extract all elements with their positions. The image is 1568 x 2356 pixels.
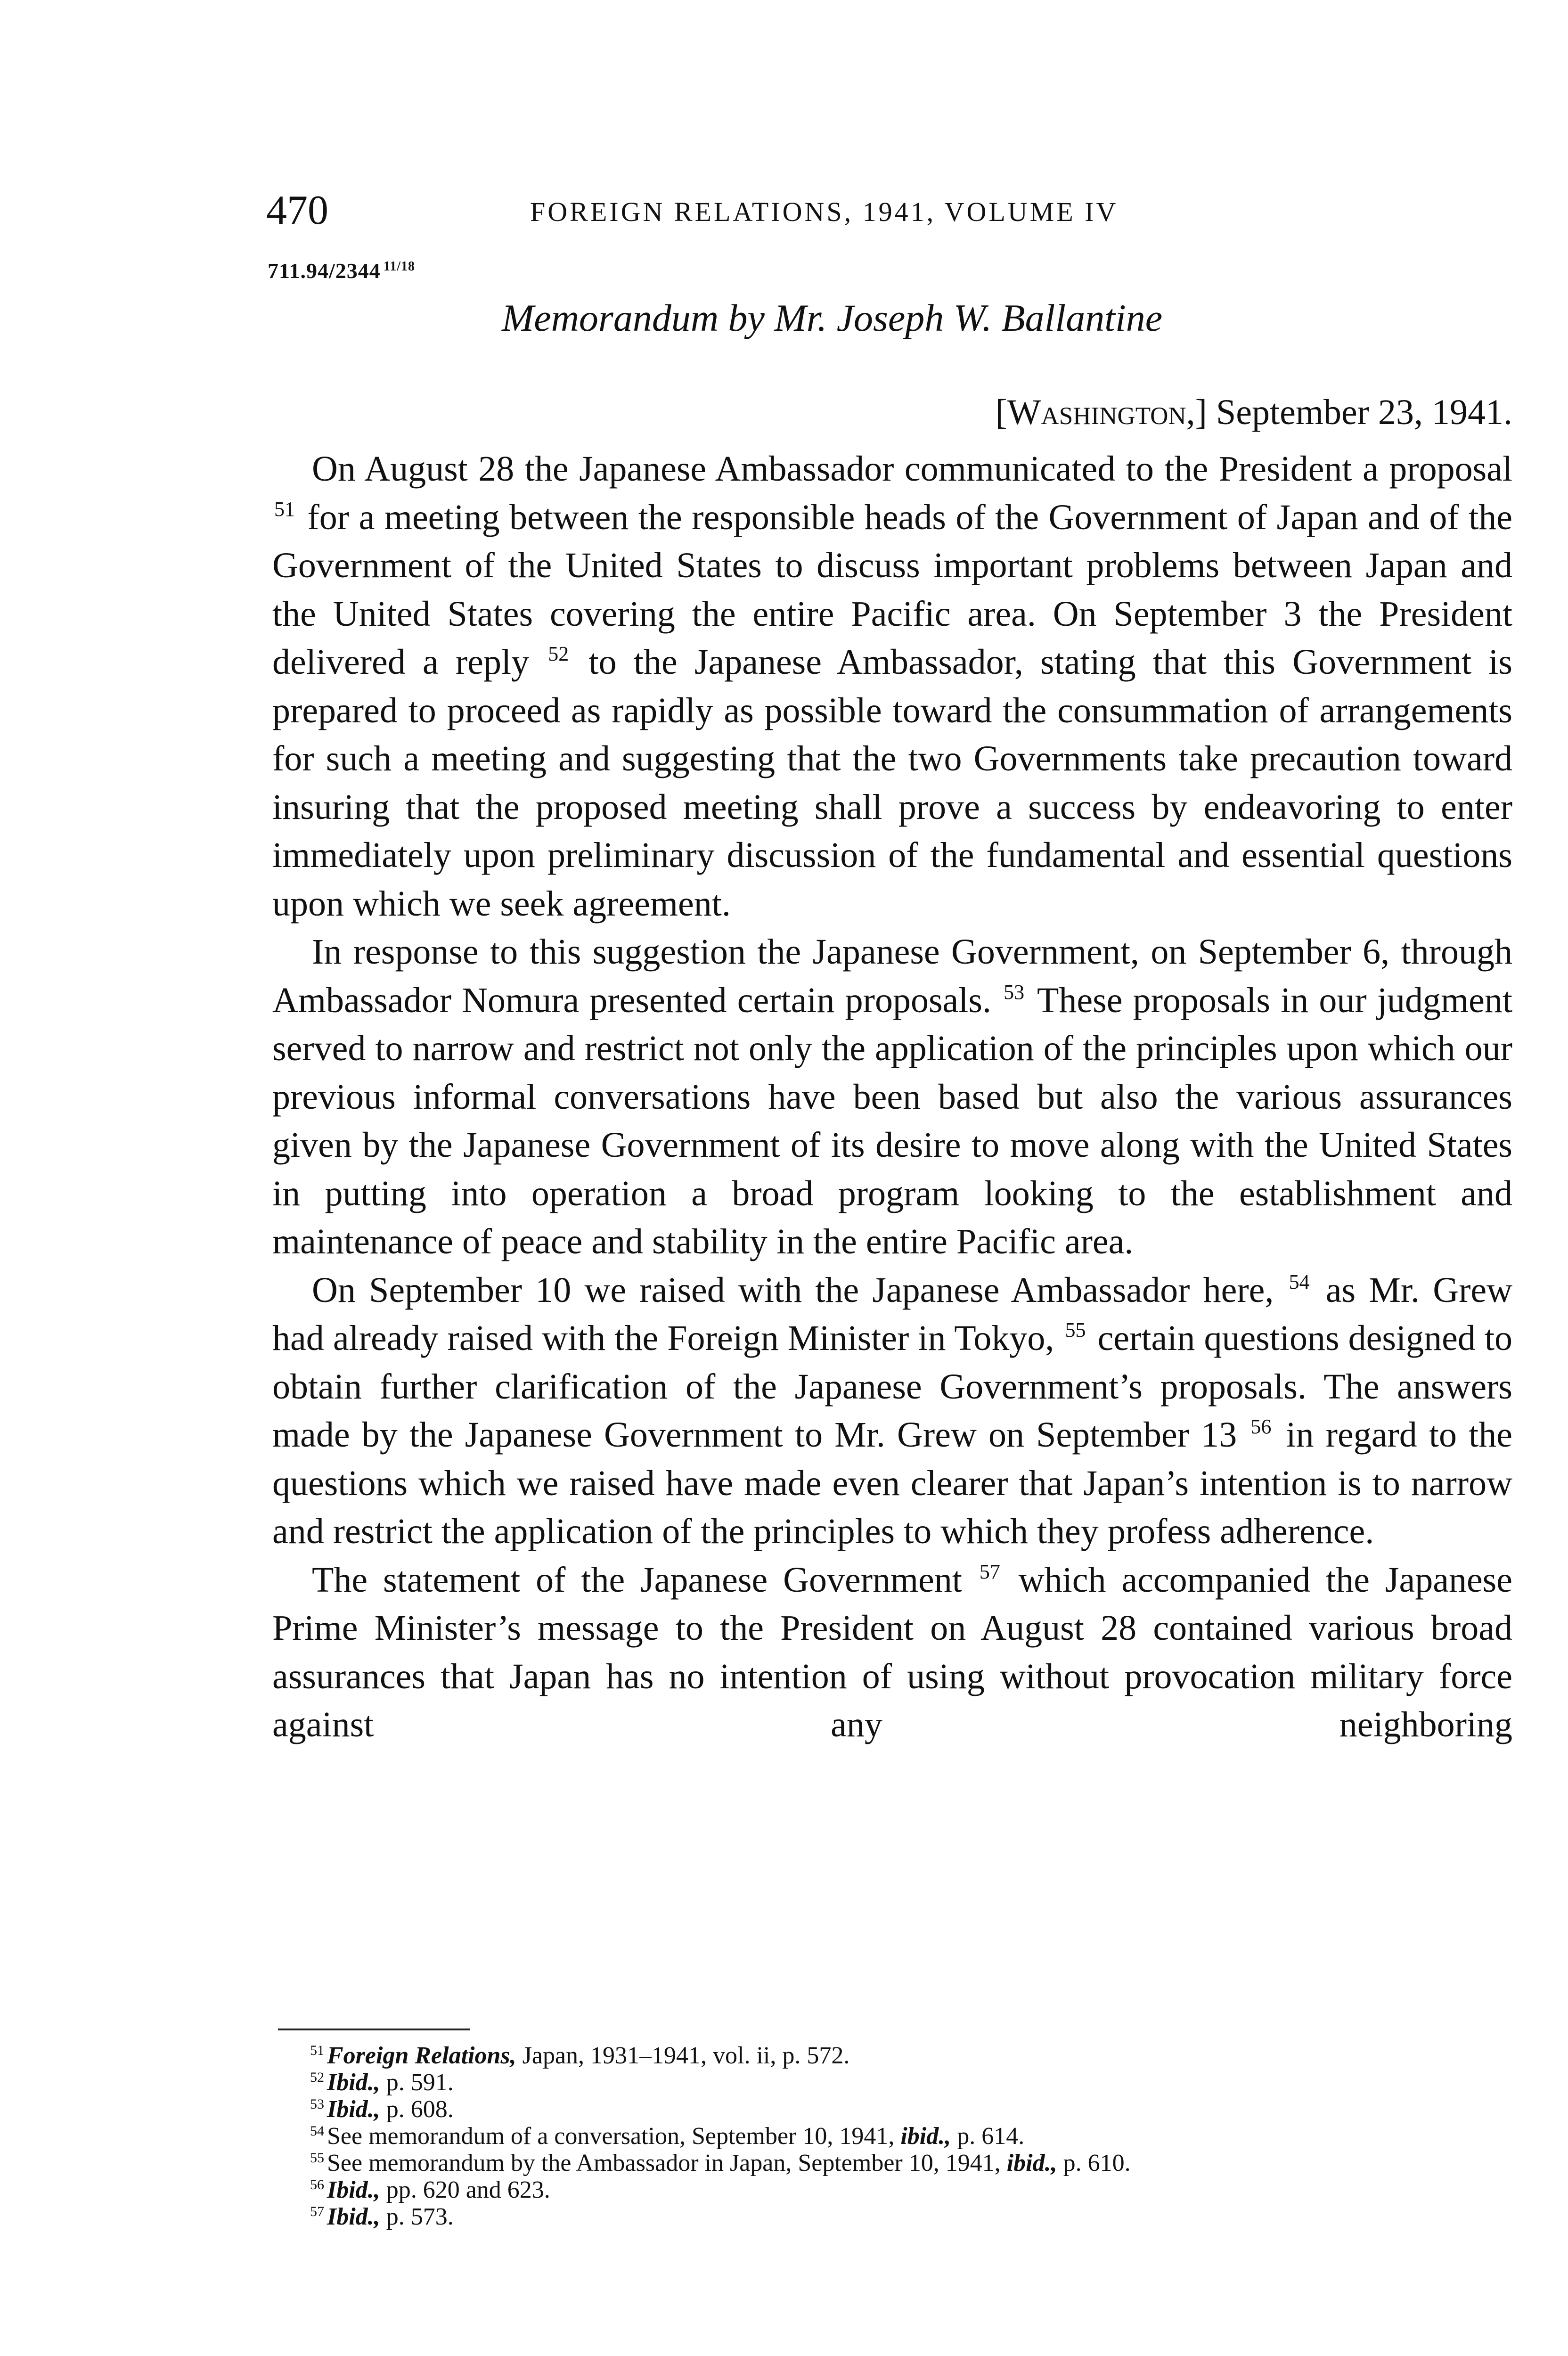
footnote-text: p. 591. [380, 2069, 454, 2096]
footnote-citation-italic: ibid., [900, 2123, 951, 2150]
footnote-citation-italic: Ibid., [327, 2176, 380, 2203]
footnote-number: 51 [310, 2043, 324, 2058]
footnote-reference: 56 [1250, 1415, 1272, 1438]
footnote-reference: 52 [548, 642, 569, 665]
footnote-number: 53 [310, 2096, 324, 2112]
footnote-text: p. 610. [1057, 2150, 1131, 2176]
footnote-reference: 55 [1065, 1318, 1086, 1342]
footnote-56 [272, 2176, 1511, 2203]
footnote-citation-italic: Ibid., [327, 2069, 380, 2096]
footnote-reference: 57 [979, 1560, 1000, 1583]
page-number: 470 [266, 188, 328, 233]
body-paragraph [272, 445, 1512, 928]
footnote-text: pp. 620 and 623. [380, 2176, 550, 2203]
footnote-citation-italic: Ibid., [327, 2203, 380, 2230]
footnote-reference: 53 [1004, 980, 1025, 1004]
paragraph-text: certain questions designed to obtain further clarification of the Japanese Government’s proposals. The answers made by the Japanese Government to Mr. Grew on September 13 [272, 1318, 1513, 1455]
dateline-date: September 23, 1941. [1216, 393, 1512, 432]
paragraph-text: in regard to the questions which we raised have made even clearer that Japan’s intention is to narrow and restrict the application of the principles to which they profess adherence. [272, 1415, 1512, 1551]
paragraph-text: to the Japanese Ambassador, stating that this Government is prepared to proceed as rapidly as possible toward the consummation of arrangements for such a meeting and suggesting that the two Governments take precaution toward insuring that the proposed meeting shall prove a success by endeavoring to enter immediately upon preliminary discussion of the fundamental and essential questions upon which we seek agreement. [272, 642, 1512, 924]
footnote-number: 57 [310, 2204, 324, 2219]
memorandum-body [272, 445, 1512, 1749]
paragraph-text: On August 28 the Japanese Ambassador communicated to the President a proposal [312, 449, 1512, 489]
paragraph-text: In response to this suggestion the Japanese Government, on September 6, through Ambassador Nomura presented certain proposals. [272, 932, 1512, 1020]
footnote-text: p. 608. [380, 2096, 454, 2123]
page-header [266, 185, 1534, 237]
running-head: FOREIGN RELATIONS, 1941, VOLUME IV [530, 196, 1119, 227]
footnote-54 [272, 2123, 1511, 2150]
footnote-text: See memorandum of a conversation, September 10, 1941, [327, 2123, 901, 2150]
dateline-place: Washington [1007, 393, 1186, 432]
footnote-number: 54 [310, 2123, 324, 2139]
file-number [268, 258, 415, 283]
footnote-citation-italic: Ibid., [327, 2096, 380, 2123]
footnote-number: 56 [310, 2177, 324, 2192]
paragraph-text: On September 10 we raised with the Japanese Ambassador here, [312, 1270, 1274, 1310]
footnote-reference: 54 [1289, 1270, 1310, 1293]
footnote-citation-italic: Foreign Relations, [327, 2042, 516, 2069]
dateline: [Washington,] September 23, 1941. [995, 393, 1512, 432]
footnotes [272, 2042, 1511, 2230]
body-paragraph [272, 1556, 1512, 1749]
footnote-51 [272, 2042, 1511, 2069]
footnote-citation-italic: ibid., [1006, 2150, 1057, 2176]
footnote-53 [272, 2096, 1511, 2123]
footnote-57 [272, 2203, 1511, 2230]
paragraph-text: which accompanied the Japanese Prime Minister’s message to the President on August 28 contained various broad assurances that Japan has no intention of using without provocation military force against any neighboring [272, 1560, 1512, 1744]
footnote-text: See memorandum by the Ambassador in Japan, September 10, 1941, [327, 2150, 1007, 2176]
body-paragraph [272, 928, 1512, 1266]
footnote-text: p. 573. [380, 2203, 454, 2230]
paragraph-text: The statement of the Japanese Government [312, 1560, 962, 1600]
paragraph-text: for a meeting between the responsible heads of the Government of Japan and of the Government of the United States to discuss important problems between Japan and the United States covering the entire Pacific area. On September 3 the President delivered a reply [272, 497, 1513, 682]
footnote-text: Japan, 1931–1941, vol. ii, p. 572. [516, 2042, 850, 2069]
body-paragraph [272, 1266, 1512, 1556]
footnote-number: 52 [310, 2070, 324, 2085]
footnote-52 [272, 2069, 1511, 2096]
footnote-rule [278, 2029, 470, 2030]
footnote-text: p. 614. [951, 2123, 1025, 2150]
file-number-text: 711.94/2344 [268, 259, 381, 283]
footnote-reference: 51 [274, 497, 295, 521]
file-number-fraction: 11/18 [383, 259, 415, 274]
footnote-55 [272, 2150, 1511, 2176]
footnote-number: 55 [310, 2150, 324, 2166]
memorandum-title: Memorandum by Mr. Joseph W. Ballantine [502, 296, 1163, 339]
paragraph-text: as Mr. Grew had already raised with the Foreign Minister in Tokyo, [272, 1270, 1513, 1358]
paragraph-text: These proposals in our judgment served to narrow and restrict not only the application of the principles upon which our previous informal conversations have been based but also the various assurances given by the Japanese Government of its desire to move along with the United States in putting into operation a broad program looking to the establishment and maintenance of peace and stability in the entire Pacific area. [272, 980, 1512, 1261]
